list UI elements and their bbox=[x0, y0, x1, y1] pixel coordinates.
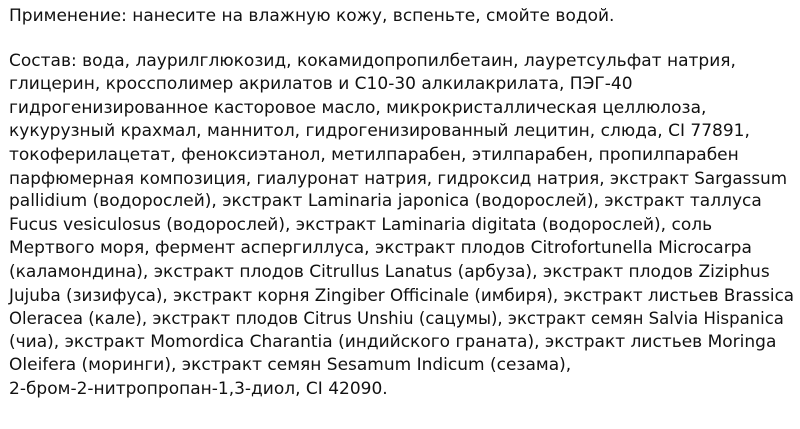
composition-line: 2-бром-2-нитропропан-1,3-диол, CI 42090. bbox=[9, 378, 388, 399]
composition-line: Jujuba (зизифуса), экстракт корня Zingiber Officinale (имбиря), экстракт листьев Brassica bbox=[9, 285, 795, 306]
composition-line: pallidium (водорослей), экстракт Laminaria japonica (водорослей), экстракт таллуса bbox=[9, 191, 762, 212]
composition-line: токоферилацетат, феноксиэтанол, метилпарабен, этилпарабен, пропилпарабен bbox=[9, 144, 739, 165]
composition-line: гидрогенизированное касторовое масло, микрокристаллическая целлюлоза, bbox=[9, 97, 707, 118]
composition-line: (чиа), экстракт Momordica Charantia (индийского граната), экстракт листьев Moringa bbox=[9, 331, 777, 352]
composition-line: Мертвого моря, фермент аспергиллуса, экстракт плодов Citrofortunella Microcarpa bbox=[9, 238, 752, 259]
composition-line: (каламондина), экстракт плодов Citrullus Lanatus (арбуза), экстракт плодов Ziziphus bbox=[9, 261, 770, 282]
composition-line: Oleifera (моринги), экстракт семян Sesamum Indicum (сезама), bbox=[9, 355, 572, 376]
composition-line: Состав: вода, лаурилглюкозид, кокамидопропилбетаин, лауретсульфат натрия, bbox=[9, 51, 736, 71]
composition-line: парфюмерная композиция, гиалуронат натрия, гидроксид натрия, экстракт Sargassum bbox=[9, 168, 788, 189]
composition-paragraph bbox=[9, 28, 795, 401]
composition-line: Fucus vesiculosus (водорослей), экстракт Laminaria digitata (водорослей), соль bbox=[9, 214, 713, 235]
usage-instructions: Применение: нанесите на влажную кожу, вспеньте, смойте водой. bbox=[9, 6, 615, 26]
document-body bbox=[9, 0, 795, 401]
composition-line: Oleracea (кале), экстракт плодов Citrus Unshiu (сацумы), экстракт семян Salvia Hispanica bbox=[9, 309, 784, 329]
composition-line: кукурузный крахмал, маннитол, гидрогенизированный лецитин, слюда, CI 77891, bbox=[9, 121, 750, 142]
composition-line: глицерин, кроссполимер акрилатов и C10-30 алкилакрилата, ПЭГ-40 bbox=[9, 74, 633, 95]
